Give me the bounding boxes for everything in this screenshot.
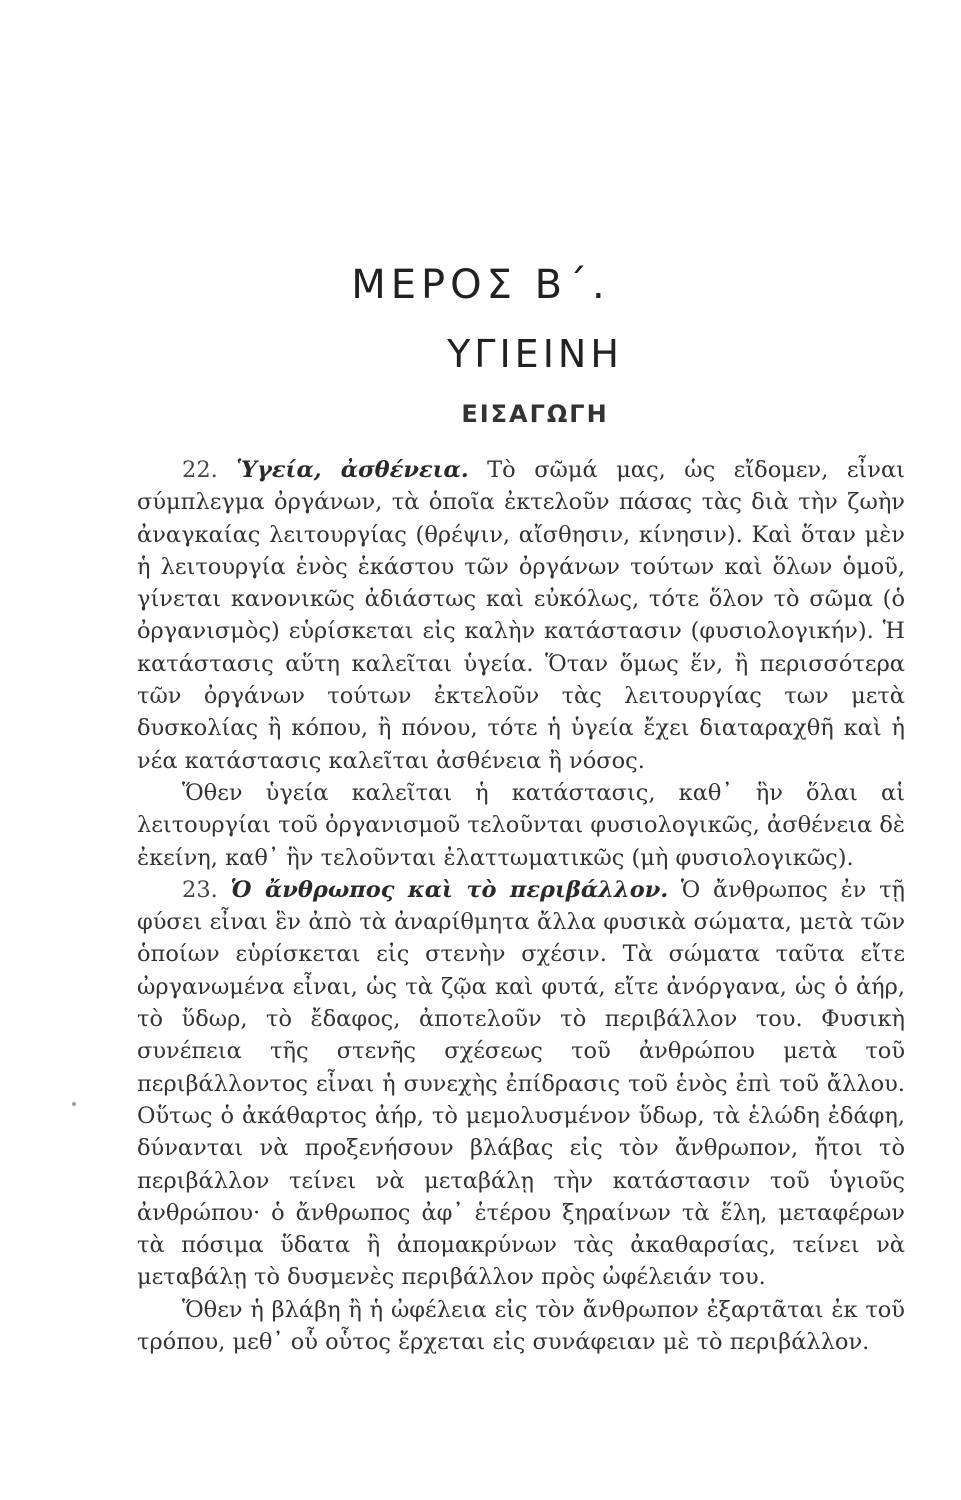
chapter-title: ΥΓΙΕΙΝΗ xyxy=(447,332,623,376)
part-title: ΜΕΡΟΣ Β΄. xyxy=(351,262,610,308)
paragraph-text: Ὅθεν ὑγεία καλεῖται ἡ κατάστασις, καθ᾽ ἣν ὅλαι αἱ λειτουργίαι τοῦ ὀργανισμοῦ τελοῦνται φυσιολογικῶς, ἀσθένεια δὲ ἐκείνη, καθ᾽ ἣν τελοῦνται ἐλαττωματικῶς (μὴ φυσιολογικῶς). xyxy=(137,779,905,871)
paragraph-22 xyxy=(137,454,905,777)
section-number-23: 23. xyxy=(182,876,218,903)
section-heading-23: Ὁ ἄνθρωπος καὶ τὸ περιβάλλον. xyxy=(230,876,669,903)
paragraph-22-conclusion xyxy=(137,777,905,874)
section-heading-22: Ὑγεία, ἀσθένεια. xyxy=(236,457,469,483)
section-title: ΕΙΣΑΓΩΓΗ xyxy=(461,400,609,428)
paragraph-text: Ὅθεν ἡ βλάβη ἢ ἡ ὠφέλεια εἰς τὸν ἄνθρωπον ἐξαρτᾶται ἐκ τοῦ τρόπου, μεθ᾽ οὗ οὗτος ἔρχεται εἰς συνάφειαν μὲ τὸ περιβάλλον. xyxy=(137,1296,905,1356)
paragraph-text: Ὁ ἄνθρωπος ἐν τῇ φύσει εἶναι ἓν ἀπὸ τὰ ἀναρίθμητα ἄλλα φυσικὰ σώματα, μετὰ τῶν ὁποίων εὑρίσκεται εἰς στενὴν σχέσιν. Τὰ σώματα ταῦτα εἴτε ὠργανωμένα εἶναι, ὡς τὰ ζῷα καὶ φυτά, εἴτε ἀνόργανα, ὡς ὁ ἀήρ, τὸ ὕδωρ, τὸ ἔδαφος, ἀποτελοῦν τὸ περιβάλλον του. Φυσικὴ συνέπεια τῆς στενῆς σχέσεως τοῦ ἀνθρώπου μετὰ τοῦ περιβάλλοντος εἶναι ἡ συνεχὴς ἐπίδρασις τοῦ ἑνὸς ἐπὶ τοῦ ἄλλου. Οὕτως ὁ ἀκάθαρτος ἀήρ, τὸ μεμολυσμένον ὕδωρ, τὰ ἑλώδη ἐδάφη, δύνανται νὰ προξενήσουν βλάβας εἰς τὸν ἄνθρωπον, ἤτοι τὸ περιβάλλον τείνει νὰ μεταβάλῃ τὴν κατάστασιν τοῦ ὑγιοῦς ἀνθρώπου· ὁ ἄνθρωπος ἀφ᾽ ἑτέρου ξηραίνων τὰ ἕλη, μεταφέρων τὰ πόσιμα ὕδατα ἢ ἀπομακρύνων τὰς ἀκαθαρσίας, τείνει νὰ μεταβάλῃ τὸ δυσμενὲς περιβάλλον πρὸς ὠφέλειάν του. xyxy=(137,876,906,1291)
section-number-22: 22. xyxy=(182,457,218,483)
print-speck xyxy=(72,1102,76,1106)
paragraph-text: Τὸ σῶμά μας, ὡς εἴδομεν, εἶναι σύμπλεγμα ὀργάνων, τὰ ὁποῖα ἐκτελοῦν πάσας τὰς διὰ τὴν ζωὴν ἀναγκαίας λειτουργίας (θρέψιν, αἴσθησιν, κίνησιν). Καὶ ὅταν μὲν ἡ λειτουργία ἑνὸς ἑκάστου τῶν ὀργάνων τούτων καὶ ὅλων ὁμοῦ, γίνεται κανονικῶς ἀδιάστως καὶ εὐκόλως, τότε ὅλον τὸ σῶμα (ὁ ὀργανισμὸς) εὑρίσκεται εἰς καλὴν κατάστασιν (φυσιολογικήν). Ἡ κατάστασις αὕτη καλεῖται ὑγεία. Ὅταν ὅμως ἕν, ἢ περισσότερα τῶν ὀργάνων τούτων ἐκτελοῦν τὰς λειτουργίας των μετὰ δυσκολίας ἢ κόπου, ἢ πόνου, τότε ἡ ὑγεία ἔχει διαταραχθῆ καὶ ἡ νέα κατάστασις καλεῖται ἀσθένεια ἢ νόσος. xyxy=(137,457,905,774)
body-text xyxy=(137,454,905,1358)
paragraph-23-conclusion xyxy=(137,1294,905,1359)
paragraph-23 xyxy=(137,874,905,1294)
